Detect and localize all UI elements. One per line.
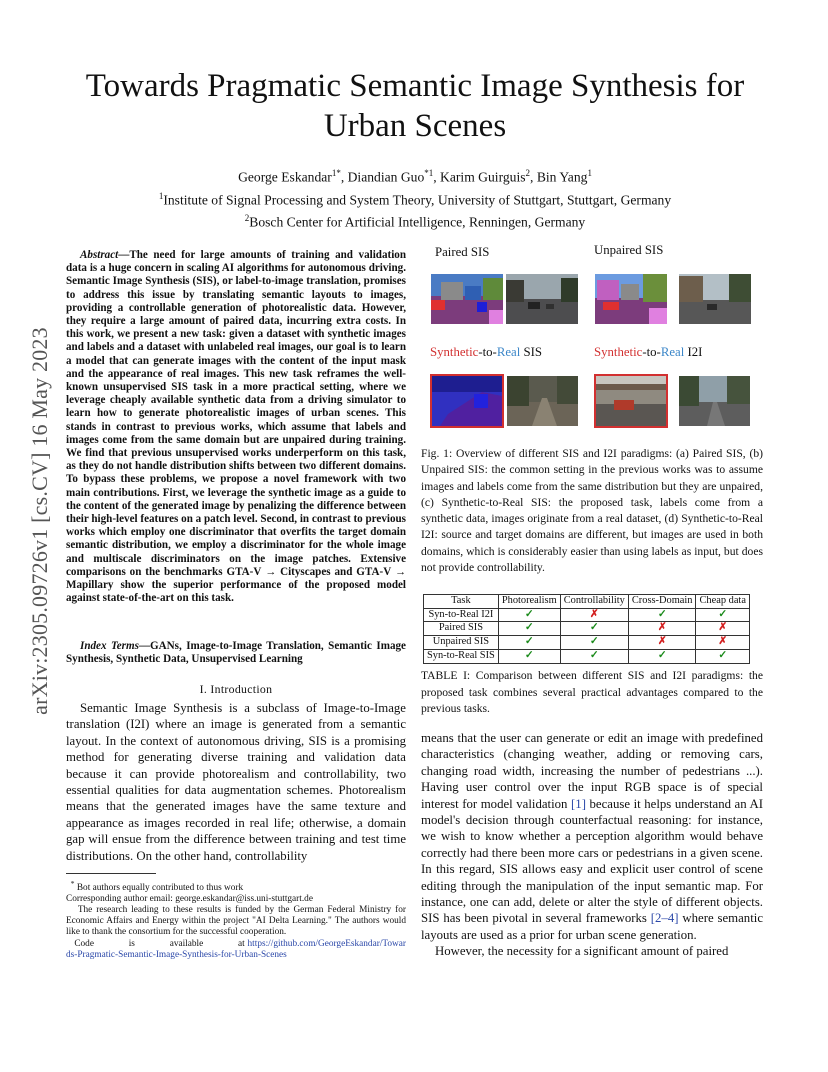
synthetic-word: Synthetic [594, 345, 643, 359]
synthetic-word: Synthetic [430, 345, 479, 359]
author-mark: 1* [331, 168, 341, 178]
to-word: -to- [642, 345, 661, 359]
paper-title: Towards Pragmatic Semantic Image Synthesis for Urban Scenes [85, 68, 745, 144]
citation-link[interactable]: [2–4] [650, 911, 679, 926]
footnote-text: Code is available at [74, 938, 245, 949]
abstract [66, 249, 406, 605]
citation-link[interactable]: [1] [571, 796, 586, 811]
author-mark: 2 [525, 168, 531, 178]
footnote-text: Bot authors equally contributed to thus work [74, 883, 244, 894]
task-word: I2I [684, 345, 703, 359]
author-name: George Eskandar [238, 169, 332, 185]
to-word: -to- [478, 345, 497, 359]
comparison-table [423, 594, 750, 664]
semantic-mask-image [595, 274, 667, 324]
table-row [424, 622, 750, 636]
figure-label-d [594, 345, 702, 360]
paragraph-text: where semantic layouts are used as a prior for urban scene generation. [421, 911, 763, 942]
intro-paragraph [66, 700, 406, 864]
table-cell-mark: ✗ [696, 636, 749, 650]
footnote-code [66, 939, 406, 961]
figure-caption: Fig. 1: Overview of different SIS and I2I paradigms: (a) Paired SIS, (b) Unpaired SIS: the common setting in the previous works was to assume images and labels come from the same distribution but they are unpaired, (c) Synthetic-to-Real SIS: the proposed task, labels come from a synthetic data, images originate from a real dataset, (d) Synthetic-to-Real I2I: source and target domains are different, but images are used in both domains, which is considerably easier than using labels as input, but does not provide controllability. [421, 447, 763, 575]
table-row [424, 636, 750, 650]
author-block [70, 164, 760, 232]
author-list: George Eskandar$^{1*}$, Diandian Guo$^{*1}$, Karim Guirguis$^2$, Bin Yang$^1$ [238, 168, 592, 185]
synthetic-mask-image [430, 374, 504, 428]
paragraph-text: means that the user can generate or edit an image with predefined characteristics (changing weather, adding or removing cars, changing road width, increasing the number of pedestrians ...). Having user control over the input RGB space is of special interest for model validation [421, 731, 763, 811]
index-terms [66, 640, 406, 666]
table-cell-mark: ✗ [628, 636, 696, 650]
paragraph [421, 943, 763, 959]
task-word: SIS [520, 345, 542, 359]
table-row [424, 649, 750, 663]
affiliation-text: Bosch Center for Artificial Intelligence, Renningen, Germany [249, 214, 586, 230]
figure-label-b: Unpaired SIS [594, 243, 664, 257]
abstract-text: —The need for large amounts of training and validation data is a huge concern in scaling AI algorithms for autonomous driving. Semantic Image Synthesis (SIS), or label-to-image translation, promises to address this issue by translating semantic layouts to images, providing a controllable generation of photorealistic data. However, they require a large amount of paired data, incurring extra costs. In this work, we present a new task: given a dataset with synthetic images and labels and a dataset with unlabeled real images, our goal is to learn a model that can generate images with the content of the input mask and the appearance of real images. This new task reframes the well-known unsupervised SIS task in a more practical setting, where we leverage cheaply available synthetic data from a driving simulator to learn how to generate photorealistic images of urban scenes. This stands in contrast to previous works, which assume that labels and images come from the same domain but are unpaired during training. We find that previous unsupervised works underperform on this task, as they do not handle distribution shifts between two different domains. To bypass these problems, we propose a novel framework with two main contributions. First, we leverage the synthetic image as a guide to the content of the generated image by penalizing the difference between their high-level features on a patch level. Second, in contrast to previous works which employ one discriminator that overfits the target domain semantic distribution, we employ a discriminator for the whole image and multiscale discriminators on the image patches. Extensive comparisons on the benchmarks GTA-V → Cityscapes and GTA-V → Mapillary show the superior performance of the proposed model against state-of-the-art on this task. [66, 249, 406, 605]
footnote-mark: * [70, 879, 75, 888]
table-cell-mark: ✓ [498, 649, 560, 663]
real-photo-image [679, 376, 750, 426]
table-cell-mark: ✗ [560, 608, 628, 622]
index-terms-text: —GANs, Image-to-Image Translation, Semantic Image Synthesis, Synthetic Data, Unsupervised Learning [66, 640, 406, 666]
code-link[interactable]: https://github.com/GeorgeEskandar/Towards-Pragmatic-Semantic-Image-Synthesis-for-Urban-Scenes [66, 938, 406, 960]
index-terms-label: Index Terms [80, 640, 139, 652]
affiliation-2 [70, 209, 760, 232]
footnote-email: Corresponding author email: george.eskandar@iss.uni-stuttgart.de [66, 894, 313, 905]
real-word: Real [496, 345, 521, 359]
affiliation-1 [70, 187, 760, 210]
table-caption: TABLE I: Comparison between different SIS and I2I paradigms: the proposed task combines several practical advantages compared to the previous tasks. [421, 669, 763, 716]
figure-label-a: Paired SIS [435, 245, 490, 259]
footnote-text: The research leading to these results is funded by the German Federal Ministry for Economic Affairs and Energy within the project "AI Delta Learning." The authors would like to thank the consortium for the successful cooperation. [66, 905, 406, 938]
table-cell-mark: ✓ [628, 649, 696, 663]
intro-text: Semantic Image Synthesis is a subclass of Image-to-Image translation (I2I) where an image is generated from a semantic layout. In the context of autonomous driving, SIS is a promising method for generating diverse training and validation data because it can provide photorealism and controllability, two essential qualities for data augmentation schemes. Photorealism means that the generated images have the same texture and appearance as images recorded in real life; otherwise, a domain gap will ensue from the difference between training and test time distributions. On the other hand, controllability [66, 701, 406, 863]
paragraph-text: However, the necessity for a significant amount of paired [435, 944, 729, 959]
real-photo-image [506, 274, 578, 324]
author-mark: *1 [424, 168, 434, 178]
table-header-row [424, 595, 750, 609]
footnote-funding [66, 905, 406, 938]
table-cell-task: Unpaired SIS [424, 636, 499, 650]
table-header: Photorealism [498, 595, 560, 609]
footnote-rule [66, 873, 156, 874]
table-cell-mark: ✓ [696, 649, 749, 663]
table-cell-mark: ✗ [628, 622, 696, 636]
table-header: Controllability [560, 595, 628, 609]
paragraph [421, 730, 763, 943]
table-cell-mark: ✓ [628, 608, 696, 622]
table-cell-mark: ✓ [560, 636, 628, 650]
real-word: Real [660, 345, 685, 359]
author-mark: 1 [587, 168, 592, 178]
author-name: Diandian Guo [347, 169, 425, 185]
table-cell-task: Syn-to-Real SIS [424, 649, 499, 663]
real-photo-image [507, 376, 578, 426]
semantic-mask-image [431, 274, 503, 324]
table-header: Task [424, 595, 499, 609]
author-name: Karim Guirguis [440, 169, 526, 185]
abstract-label: Abstract [80, 249, 119, 261]
affiliation-text: Institute of Signal Processing and System Theory, University of Stuttgart, Stuttgart, Germany [163, 192, 672, 208]
affiliation-mark: 2 [244, 213, 250, 224]
table-cell-mark: ✓ [696, 608, 749, 622]
author-name: Bin Yang [536, 169, 588, 185]
affiliation-mark: 1 [158, 190, 164, 201]
synthetic-photo-image [594, 374, 668, 428]
table-cell-task: Syn-to-Real I2I [424, 608, 499, 622]
section-heading: I. Introduction [199, 682, 273, 696]
figure-label-c [430, 345, 542, 360]
table-cell-mark: ✓ [560, 649, 628, 663]
table-header: Cheap data [696, 595, 749, 609]
paragraph-text: because it helps understand an AI model's decision through counterfactual reasoning: for instance, we wish to know whether a perception algorithm would behave correctly had there been more cars or pedestrians in a given scene. In this regard, SIS allows easy and explicit user control of scene editing through the manipulation of the input semantic map. For instance, one can add, delete or alter the style of different objects. SIS has been pivotal in several frameworks [421, 796, 764, 926]
table-cell-mark: ✓ [498, 636, 560, 650]
table-header: Cross-Domain [628, 595, 696, 609]
table-cell-mark: ✓ [498, 622, 560, 636]
real-photo-image [679, 274, 751, 324]
arxiv-identifier: arXiv:2305.09726v1 [cs.CV] 16 May 2023 [27, 327, 52, 715]
table-cell-mark: ✓ [498, 608, 560, 622]
table-cell-mark: ✓ [560, 622, 628, 636]
table-cell-task: Paired SIS [424, 622, 499, 636]
right-column-text [421, 730, 763, 960]
table-cell-mark: ✗ [696, 622, 749, 636]
footnotes [66, 873, 406, 961]
footnote-equal-contribution [66, 878, 406, 894]
table-row [424, 608, 750, 622]
